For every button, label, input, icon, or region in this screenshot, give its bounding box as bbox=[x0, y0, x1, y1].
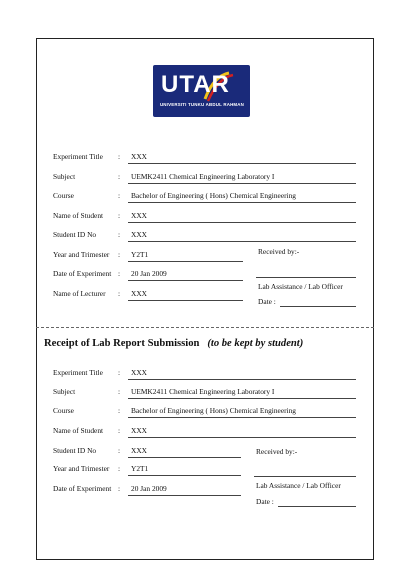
lab-assistance-label: Lab Assistance / Lab Officer bbox=[258, 282, 343, 291]
field-colon: : bbox=[118, 426, 121, 435]
field-colon: : bbox=[118, 464, 121, 473]
field-underline bbox=[128, 398, 356, 399]
field-value[interactable]: 20 Jan 2009 bbox=[131, 484, 167, 493]
receipt-heading bbox=[44, 338, 303, 349]
field-value[interactable]: XXX bbox=[131, 152, 148, 161]
field-value[interactable]: Bachelor of Engineering ( Hons) Chemical Engineering bbox=[131, 406, 297, 415]
date-label: Date : bbox=[258, 297, 276, 306]
field-label: Experiment Title bbox=[53, 152, 103, 161]
logo-subtext: UNIVERSITI TUNKU ABDUL RAHMAN bbox=[159, 102, 245, 107]
receipt-note: (to be kept by student) bbox=[207, 338, 304, 349]
field-underline bbox=[128, 437, 356, 438]
field-value[interactable]: Bachelor of Engineering ( Hons) Chemical Engineering bbox=[131, 191, 297, 200]
field-value[interactable]: 20 Jan 2009 bbox=[131, 269, 167, 278]
field-value[interactable]: XXX bbox=[131, 230, 148, 239]
field-underline bbox=[128, 163, 356, 164]
field-label: Subject bbox=[53, 172, 76, 181]
field-label: Name of Student bbox=[53, 211, 104, 220]
field-underline bbox=[128, 495, 241, 496]
field-underline bbox=[128, 222, 356, 223]
date-line[interactable] bbox=[278, 506, 356, 507]
field-underline bbox=[128, 202, 356, 203]
date-line[interactable] bbox=[280, 306, 356, 307]
field-label: Year and Trimester bbox=[53, 464, 110, 473]
field-value[interactable]: XXX bbox=[131, 289, 148, 298]
field-underline bbox=[128, 300, 243, 301]
field-label: Date of Experiment bbox=[53, 269, 112, 278]
field-colon: : bbox=[118, 387, 121, 396]
field-value[interactable]: XXX bbox=[131, 211, 148, 220]
field-label: Subject bbox=[53, 387, 76, 396]
field-colon: : bbox=[118, 172, 121, 181]
field-underline bbox=[128, 280, 243, 281]
date-label: Date : bbox=[256, 497, 274, 506]
field-underline bbox=[128, 261, 243, 262]
field-colon: : bbox=[118, 250, 121, 259]
field-underline bbox=[128, 457, 241, 458]
field-colon: : bbox=[118, 269, 121, 278]
field-underline bbox=[128, 379, 356, 380]
receipt-title: Receipt of Lab Report Submission bbox=[44, 338, 200, 349]
field-colon: : bbox=[118, 152, 121, 161]
field-label: Experiment Title bbox=[53, 368, 103, 377]
utar-logo bbox=[153, 65, 250, 117]
field-label: Course bbox=[53, 406, 74, 415]
field-underline bbox=[128, 241, 356, 242]
received-by-label: Received by:- bbox=[258, 247, 300, 256]
field-colon: : bbox=[118, 484, 121, 493]
field-value[interactable]: XXX bbox=[131, 368, 148, 377]
field-colon: : bbox=[118, 211, 121, 220]
field-label: Year and Trimester bbox=[53, 250, 110, 259]
field-label: Name of Student bbox=[53, 426, 104, 435]
field-value[interactable]: Y2T1 bbox=[131, 464, 149, 473]
field-label: Name of Lecturer bbox=[53, 289, 106, 298]
field-underline bbox=[128, 475, 241, 476]
signature-line bbox=[254, 476, 356, 477]
lab-assistance-label: Lab Assistance / Lab Officer bbox=[256, 481, 341, 490]
field-colon: : bbox=[118, 230, 121, 239]
field-label: Student ID No bbox=[53, 230, 97, 239]
field-underline bbox=[128, 183, 356, 184]
field-colon: : bbox=[118, 406, 121, 415]
field-value[interactable]: Y2T1 bbox=[131, 250, 149, 259]
logo-text: UTAR bbox=[161, 71, 230, 98]
field-value[interactable]: XXX bbox=[131, 426, 148, 435]
cut-line bbox=[36, 327, 374, 328]
field-colon: : bbox=[118, 289, 121, 298]
field-value[interactable]: XXX bbox=[131, 446, 148, 455]
field-label: Student ID No bbox=[53, 446, 97, 455]
field-label: Course bbox=[53, 191, 74, 200]
field-label: Date of Experiment bbox=[53, 484, 112, 493]
field-underline bbox=[128, 417, 356, 418]
field-value[interactable]: UEMK2411 Chemical Engineering Laboratory I bbox=[131, 172, 275, 181]
signature-line bbox=[256, 277, 356, 278]
field-colon: : bbox=[118, 191, 121, 200]
field-colon: : bbox=[118, 368, 121, 377]
field-colon: : bbox=[118, 446, 121, 455]
received-by-label: Received by:- bbox=[256, 447, 298, 456]
field-value[interactable]: UEMK2411 Chemical Engineering Laboratory I bbox=[131, 387, 275, 396]
